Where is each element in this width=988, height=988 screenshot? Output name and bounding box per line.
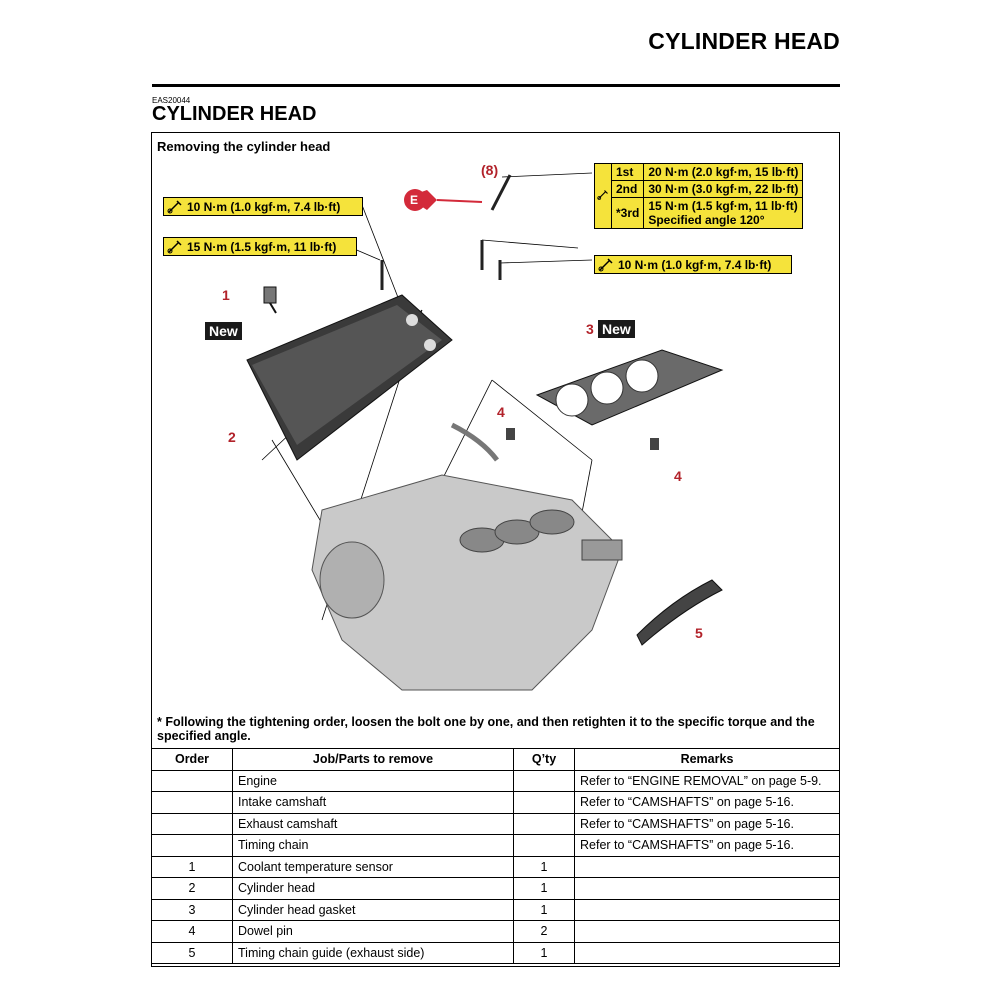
timing-chain-guide-part: [637, 580, 722, 645]
cell-order: [152, 835, 233, 857]
torque-spec-text: 10 N·m (1.0 kgf·m, 7.4 lb·ft): [618, 257, 772, 272]
torque-spec-box: [163, 237, 357, 256]
cell-job: Cylinder head gasket: [233, 899, 514, 921]
cell-remarks: [575, 878, 840, 900]
torque-step-value-line1: 15 N·m (1.5 kgf·m, 11 lb·ft): [648, 199, 798, 213]
cell-qty: 1: [514, 878, 575, 900]
cell-job: Coolant temperature sensor: [233, 856, 514, 878]
header-job: Job/Parts to remove: [233, 749, 514, 771]
cell-order: 3: [152, 899, 233, 921]
torque-step-value: [644, 198, 803, 229]
torque-wrench-icon: [167, 240, 183, 254]
torque-step-label: *3rd: [612, 198, 644, 229]
header-remarks: Remarks: [575, 749, 840, 771]
oil-e-letter: E: [410, 193, 419, 207]
cell-order: 2: [152, 878, 233, 900]
torque-wrench-icon: [598, 258, 614, 272]
cell-order: [152, 770, 233, 792]
cell-qty: [514, 835, 575, 857]
torque-step-value: 20 N·m (2.0 kgf·m, 15 lb·ft): [644, 164, 803, 181]
table-row: [152, 856, 840, 878]
torque-step-label: 1st: [612, 164, 644, 181]
table-row: [152, 770, 840, 792]
callout-4a: 4: [497, 404, 505, 420]
cell-job: Dowel pin: [233, 921, 514, 943]
torque-wrench-icon: [167, 200, 183, 214]
section-code: EAS20044: [152, 96, 191, 105]
cell-order: 5: [152, 942, 233, 964]
cell-remarks: [575, 856, 840, 878]
cell-remarks: Refer to “ENGINE REMOVAL” on page 5-9.: [575, 770, 840, 792]
new-tag: New: [598, 320, 635, 338]
torque-steps-icon-cell: [595, 164, 612, 229]
header-order: Order: [152, 749, 233, 771]
callout-1: 1: [222, 287, 230, 303]
cell-remarks: [575, 899, 840, 921]
callout-8: (8): [481, 162, 499, 178]
cell-qty: [514, 792, 575, 814]
table-row: [152, 792, 840, 814]
cylinder-head-part: [247, 175, 510, 460]
table-row: [152, 921, 840, 943]
torque-step-value: 30 N·m (3.0 kgf·m, 22 lb·ft): [644, 181, 803, 198]
table-row: [152, 899, 840, 921]
callout-2: 2: [228, 429, 236, 445]
callout-4b: 4: [674, 468, 682, 484]
cell-remarks: [575, 942, 840, 964]
torque-step-label: 2nd: [612, 181, 644, 198]
cell-qty: [514, 770, 575, 792]
cell-job: Cylinder head: [233, 878, 514, 900]
cell-qty: 2: [514, 921, 575, 943]
engine-block-part: [312, 425, 622, 690]
table-header-row: [152, 749, 840, 771]
page-header-title: CYLINDER HEAD: [648, 28, 840, 54]
table-row: [152, 942, 840, 964]
cylinder-head-gasket-part: [537, 350, 722, 425]
cell-job: Exhaust camshaft: [233, 813, 514, 835]
coolant-sensor-part: [264, 287, 276, 313]
cell-order: [152, 813, 233, 835]
cell-order: 4: [152, 921, 233, 943]
box-title: Removing the cylinder head: [157, 139, 331, 154]
torque-spec-text: 10 N·m (1.0 kgf·m, 7.4 lb·ft): [187, 199, 341, 214]
cell-qty: 1: [514, 899, 575, 921]
torque-steps-table: [594, 163, 803, 229]
cell-job: Timing chain guide (exhaust side): [233, 942, 514, 964]
tightening-note: * Following the tightening order, loosen the bolt one by one, and then retighten it to the specific torque and the specified angle.: [157, 715, 815, 743]
cell-qty: 1: [514, 942, 575, 964]
torque-wrench-icon: [597, 188, 609, 202]
header-rule: [152, 84, 840, 87]
cell-job: Timing chain: [233, 835, 514, 857]
parts-table: [151, 748, 840, 964]
cell-remarks: Refer to “CAMSHAFTS” on page 5-16.: [575, 792, 840, 814]
table-row: [152, 813, 840, 835]
table-row: [152, 835, 840, 857]
cell-order: 1: [152, 856, 233, 878]
cell-remarks: [575, 921, 840, 943]
table-row: [152, 878, 840, 900]
cell-remarks: Refer to “CAMSHAFTS” on page 5-16.: [575, 813, 840, 835]
cell-job: Engine: [233, 770, 514, 792]
torque-spec-box: [163, 197, 363, 216]
header-qty: Q’ty: [514, 749, 575, 771]
torque-spec-text: 15 N·m (1.5 kgf·m, 11 lb·ft): [187, 239, 337, 254]
callout-3: 3: [586, 321, 594, 337]
cell-qty: [514, 813, 575, 835]
cell-remarks: Refer to “CAMSHAFTS” on page 5-16.: [575, 835, 840, 857]
callout-5: 5: [695, 625, 703, 641]
torque-spec-box: [594, 255, 792, 274]
cell-job: Intake camshaft: [233, 792, 514, 814]
new-tag: New: [205, 322, 242, 340]
cell-qty: 1: [514, 856, 575, 878]
dowel-pin-part: [506, 428, 515, 440]
section-title: CYLINDER HEAD: [152, 103, 317, 125]
cell-order: [152, 792, 233, 814]
torque-step-value-line2: Specified angle 120°: [648, 213, 765, 227]
dowel-pin-part: [650, 438, 659, 450]
